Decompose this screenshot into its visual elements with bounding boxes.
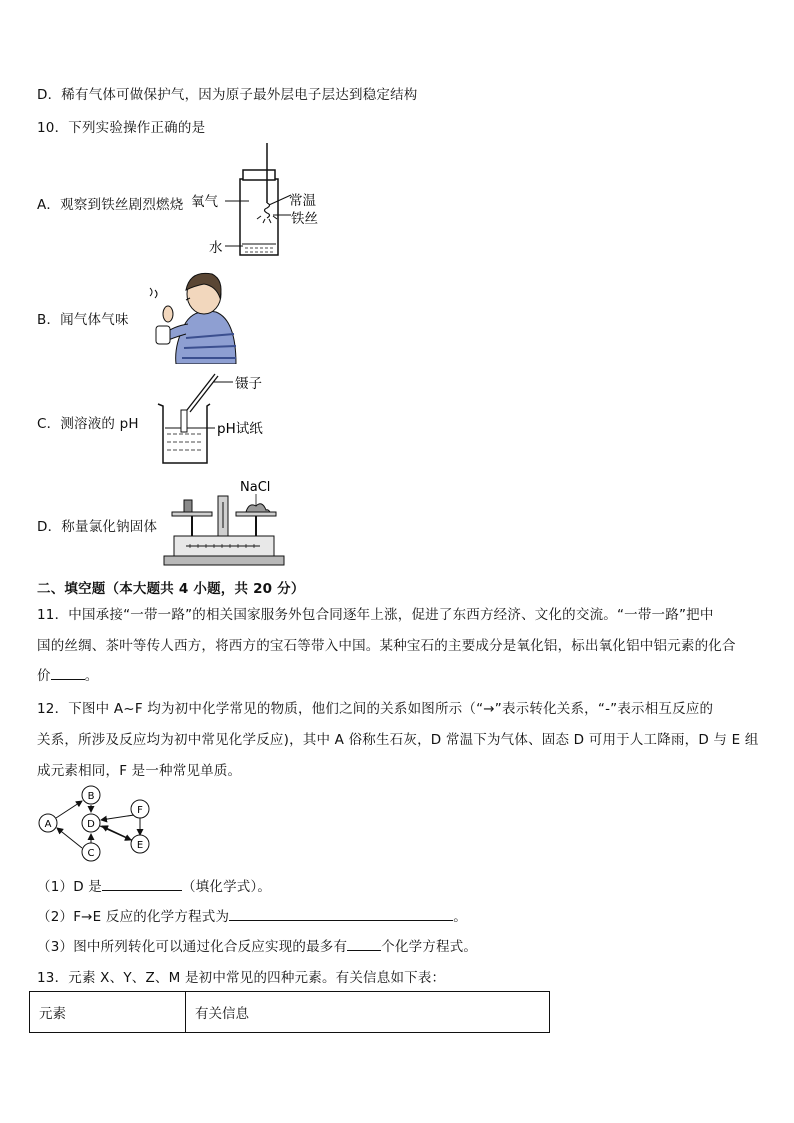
q10-stem: 10．下列实验操作正确的是 [37,120,206,136]
answer-blank[interactable] [229,906,453,921]
q10-option-c: C．测溶液的 pH [37,416,139,432]
relationship-diagram [30,784,160,866]
iron-wire-combustion-figure [185,143,330,263]
answer-blank[interactable] [347,936,381,951]
tweezers [187,374,215,410]
q12-line2: 关系，所涉及反应均为初中常见化学反应)，其中 A 俗称生石灰，D 常温下为气体、固态 D 可用于人工降雨，D 与 E 组 [37,732,759,748]
q10-option-d: D．称量氯化钠固体 [37,519,158,535]
oxygen-label: 氧气 [191,194,218,210]
water-label: 水 [209,240,223,256]
answer-blank[interactable] [51,665,85,680]
smelling-gas-figure [146,268,238,364]
balance-figure [160,478,290,574]
node-b [82,786,100,804]
ph-paper [181,410,187,432]
ph-test-figure [155,370,270,466]
iron-wire-label: 铁丝 [291,211,318,227]
svg-text:D: D [87,819,95,830]
node-c [82,843,100,861]
q11-line3: 价 。 [37,664,98,684]
tweezers-label: 镊子 [235,376,262,392]
table-row [30,992,550,1033]
q11-line2: 国的丝绸、茶叶等传人西方，将西方的宝石等带入中国。某种宝石的主要成分是氧化铝，标出氧化铝中铝元素的化合 [37,638,736,654]
nacl-label: NaCl [240,480,271,495]
element-info-table [29,991,550,1033]
bottle-stopper [243,170,275,180]
table-header-element: 元素 [30,992,186,1033]
q12-line3: 成元素相同，F 是一种常见单质。 [37,763,242,779]
node-e [131,835,149,853]
weight-icon [184,500,192,512]
svg-text:A: A [44,819,52,830]
room-temp-label: 常温 [289,193,316,209]
table-header-info: 有关信息 [186,992,550,1033]
svg-text:B: B [87,791,95,802]
q9-option-d: D．稀有气体可做保护气，因为原子最外层电子层达到稳定结构 [37,87,418,103]
node-d [82,814,100,832]
q12-line1: 12．下图中 A~F 均为初中化学常见的物质，他们之间的关系如图所示（“→”表示转化关系，“-”表示相互反应的 [37,701,714,717]
q12-sub1: （1）D 是 （填化学式）。 [37,875,271,895]
svg-text:C: C [87,848,95,859]
answer-blank[interactable] [102,876,182,891]
ph-paper-label: pH试纸 [217,421,263,437]
q11-line1: 11．中国承接“一带一路”的相关国家服务外包合同逐年上涨，促进了东西方经济、文化的交流。“一带一路”把中 [37,607,714,623]
q12-sub2: （2）F→E 反应的化学方程式为 。 [37,905,467,925]
q13-stem: 13．元素 X、Y、Z、M 是初中常见的四种元素。有关信息如下表： [37,970,446,986]
node-a [39,814,57,832]
nacl-pile [246,504,270,512]
section-title: 二、填空题（本大题共 4 小题，共 20 分） [37,581,305,597]
q10-option-a: A．观察到铁丝剧烈燃烧 [37,197,184,213]
svg-text:E: E [136,840,144,851]
svg-text:F: F [137,805,143,816]
q12-sub3: （3）图中所列转化可以通过化合反应实现的最多有 个化学方程式。 [37,935,477,955]
q10-option-b: B．闻气体气味 [37,312,129,328]
node-f [131,800,149,818]
